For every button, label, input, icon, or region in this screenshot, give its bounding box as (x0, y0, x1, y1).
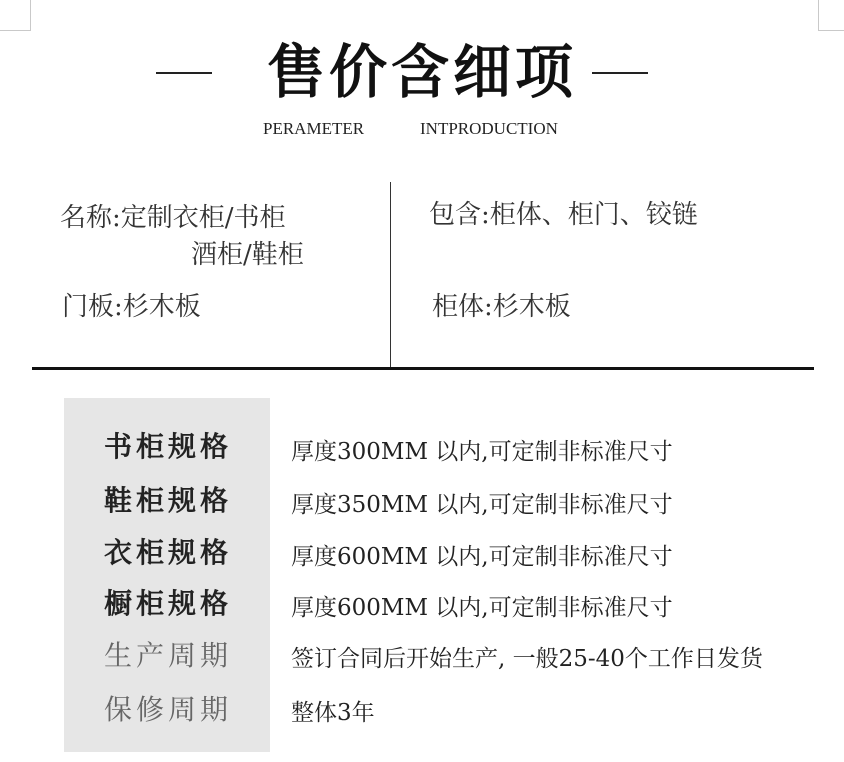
info-name-line1: 名称:定制衣柜/书柜 (60, 203, 286, 233)
spec-value-warranty: 整体3年 (291, 700, 375, 726)
crop-mark-top-left (0, 0, 31, 31)
spec-label-kitchen-cabinet: 橱柜规格 (104, 587, 233, 620)
spec-value-bookcase: 厚度300MM 以内,可定制非标准尺寸 (291, 439, 673, 465)
info-door: 门板:杉木板 (62, 292, 201, 322)
info-includes: 包含:柜体、柜门、铰链 (429, 200, 698, 230)
spec-value-wardrobe: 厚度600MM 以内,可定制非标准尺寸 (291, 544, 673, 570)
title-dash-right (592, 72, 648, 74)
spec-label-bookcase: 书柜规格 (104, 430, 233, 463)
spec-value-production-cycle: 签订合同后开始生产, 一般25-40个工作日发货 (291, 646, 763, 672)
subtitle-left: PERAMETER (263, 119, 365, 138)
info-body: 柜体:杉木板 (432, 292, 571, 322)
section-divider (32, 367, 814, 370)
title-dash-left (156, 72, 212, 74)
page-title: 售价含细项 (266, 38, 577, 106)
spec-value-shoe-cabinet: 厚度350MM 以内,可定制非标准尺寸 (291, 492, 673, 518)
spec-label-warranty: 保修周期 (104, 693, 233, 726)
crop-mark-top-right (818, 0, 844, 31)
info-divider-vertical (390, 182, 391, 370)
spec-label-wardrobe: 衣柜规格 (104, 536, 233, 569)
spec-label-shoe-cabinet: 鞋柜规格 (104, 484, 233, 517)
spec-label-production-cycle: 生产周期 (104, 639, 233, 672)
spec-value-kitchen-cabinet: 厚度600MM 以内,可定制非标准尺寸 (291, 595, 673, 621)
info-name-line2: 酒柜/鞋柜 (191, 240, 304, 270)
subtitle-right: INTPRODUCTION (420, 119, 558, 138)
